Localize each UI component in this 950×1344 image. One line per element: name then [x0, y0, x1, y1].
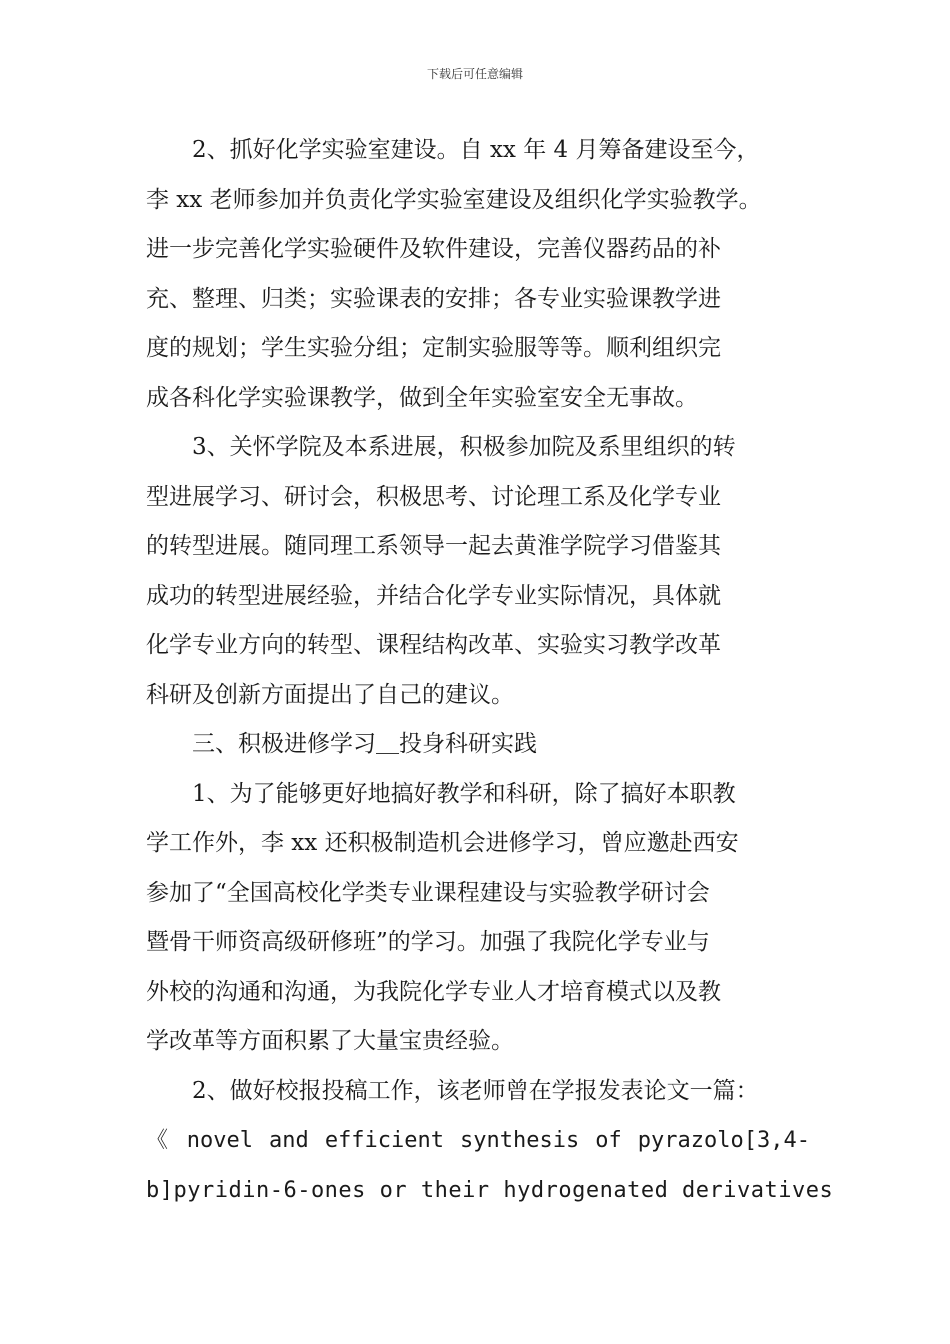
paragraph-line: 充、整理、归类；实验课表的安排；各专业实验课教学进: [146, 285, 721, 312]
paragraph-line: 进一步完善化学实验硬件及软件建设，完善仪器药品的补: [146, 236, 721, 262]
paragraph-line: 2、抓好化学实验室建设。自 xx 年 4 月筹备建设至今，: [192, 137, 760, 163]
paragraph-line: 李 xx 老师参加并负责化学实验室建设及组织化学实验教学。: [146, 186, 762, 213]
paragraph-line: 化学专业方向的转型、课程结构改革、实验实习教学改革: [146, 632, 721, 658]
paragraph-line: 参加了“全国高校化学类专业课程建设与实验教学研讨会: [146, 879, 710, 906]
section-heading: 三、积极进修学习＿投身科研实践: [192, 731, 537, 757]
document-body: [146, 126, 834, 1215]
paragraph-line: 学改革等方面积累了大量宝贵经验。: [146, 1028, 514, 1054]
paragraph-line: 科研及创新方面提出了自己的建议。: [146, 681, 514, 708]
paragraph-line: 的转型进展。随同理工系领导一起去黄淮学院学习借鉴其: [146, 533, 721, 559]
paragraph-line: 成功的转型进展经验，并结合化学专业实际情况，具体就: [146, 582, 721, 609]
paragraph-line: 1、为了能够更好地搞好教学和科研，除了搞好本职教: [192, 780, 736, 807]
paragraph-line: 成各科化学实验课教学，做到全年实验室安全无事故。: [146, 384, 698, 411]
paragraph-line: 3、关怀学院及本系进展，积极参加院及系里组织的转: [192, 434, 736, 460]
page-header: 下载后可任意编辑: [426, 67, 523, 81]
paragraph-line: 型进展学习、研讨会，积极思考、讨论理工系及化学专业: [146, 483, 721, 510]
paragraph-line: 《 novel and efficient synthesis of pyrazolo[3,4-: [146, 1128, 810, 1153]
paragraph-line: 暨骨干师资高级研修班”的学习。加强了我院化学专业与: [146, 929, 710, 955]
paragraph-line: 外校的沟通和沟通，为我院化学专业人才培育模式以及教: [146, 978, 721, 1005]
paragraph-line: 学工作外，李 xx 还积极制造机会进修学习，曾应邀赴西安: [146, 830, 739, 856]
paragraph-line: 度的规划；学生实验分组；定制实验服等等。顺利组织完: [146, 335, 721, 361]
paragraph-line: 2、做好校报投稿工作，该老师曾在学报发表论文一篇：: [192, 1077, 759, 1104]
paragraph-line: b]pyridin-6-ones or their hydrogenated derivatives: [146, 1177, 834, 1203]
